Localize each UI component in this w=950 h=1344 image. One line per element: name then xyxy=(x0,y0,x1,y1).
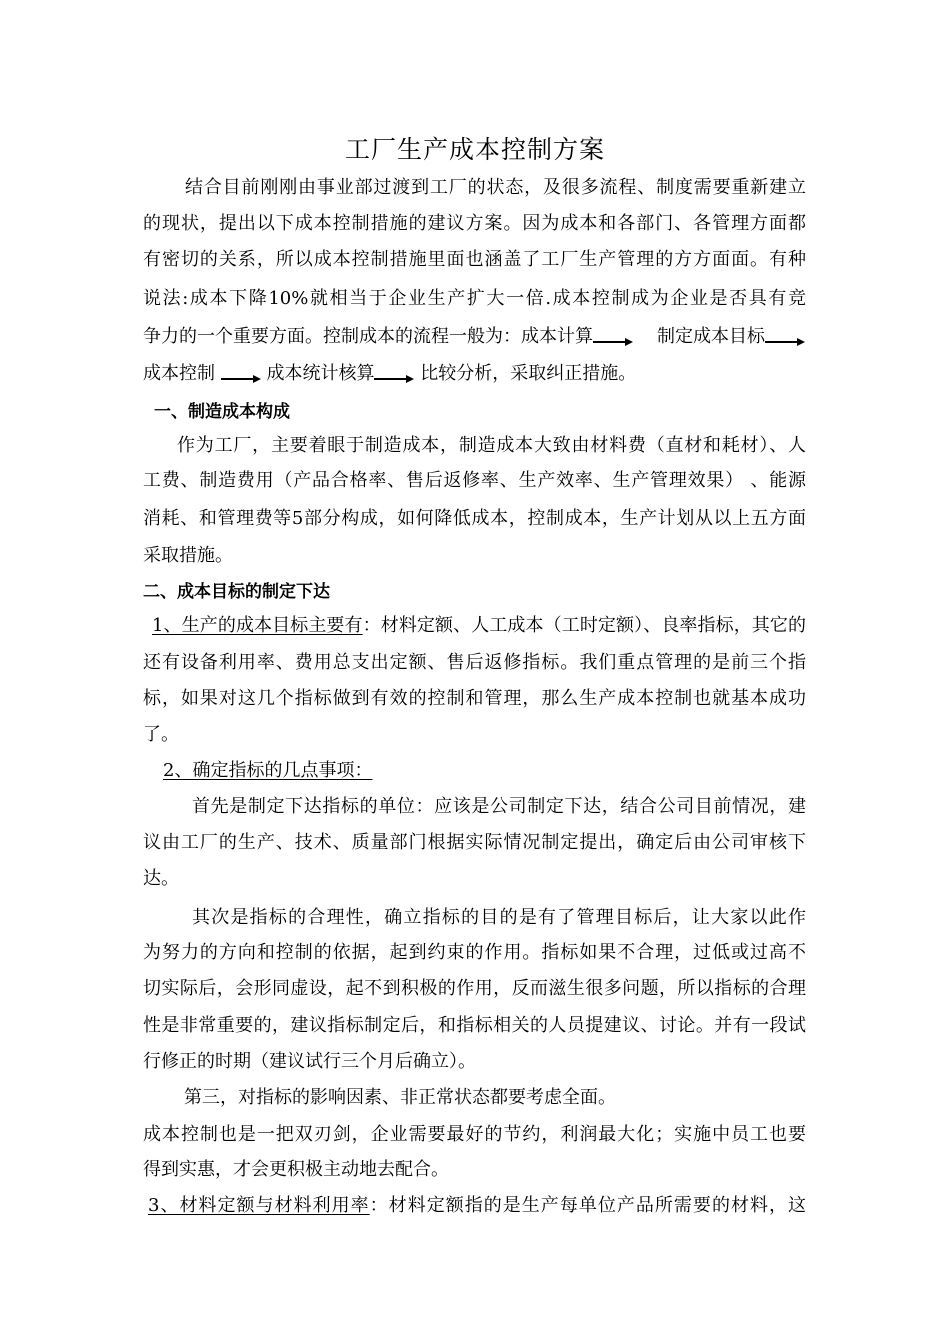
item1-line-3: 标，如果对这几个指标做到有效的控制和管理，那么生产成本控制也就基本成功 xyxy=(143,688,806,709)
flow-step-analysis: 比较分析，采取纠正措施。 xyxy=(420,363,637,384)
item1-line-2: 还有设备利用率、费用总支出定额、售后返修指标。我们重点管理的是前三个指 xyxy=(143,652,806,673)
item2-label: 2、确定指标的几点事项： xyxy=(163,760,373,781)
flow-arrow-icon xyxy=(593,334,633,346)
item3-label: 3、材料定额与材料利用率 xyxy=(148,1195,370,1216)
para2-line-5: 行修正的时期（建议试行三个月后确立）。 xyxy=(143,1051,476,1072)
flow-step-set-target: 制定成本目标 xyxy=(657,326,765,347)
item1-label: 1、生产的成本目标主要有 xyxy=(152,615,363,636)
flow-step-cost-calculation: 争力的一个重要方面。控制成本的流程一般为：成本计算 xyxy=(143,326,593,347)
flow-arrow-icon xyxy=(221,371,261,383)
flow-step-cost-control: 成本控制 xyxy=(143,363,215,384)
item1-line-4: 了。 xyxy=(143,724,179,745)
para2-line-2: 为努力的方向和控制的依据，起到约束的作用。指标如果不合理，过低或过高不 xyxy=(143,942,806,963)
flow-arrow-icon xyxy=(765,334,805,346)
para2-line-4: 性是非常重要的，建议指标制定后，和指标相关的人员提建议、讨论。并有一段试 xyxy=(143,1015,806,1036)
section1-line-4: 采取措施。 xyxy=(143,545,233,566)
para4-line-2: 得到实惠，才会更积极主动地去配合。 xyxy=(143,1159,449,1180)
intro-line-3: 有密切的关系，所以成本控制措施里面也涵盖了工厂生产管理的方方面面。有种 xyxy=(143,249,806,270)
flow-line xyxy=(143,361,636,387)
item1-first-line xyxy=(152,613,806,639)
flow-arrow-icon xyxy=(374,371,414,383)
section1-line-3: 消耗、和管理费等5部分构成，如何降低成本，控制成本，生产计划从以上五方面 xyxy=(143,508,806,529)
section1-heading: 一、制造成本构成 xyxy=(154,402,290,422)
document-title: 工厂生产成本控制方案 xyxy=(344,135,605,164)
section1-line-2: 工费、制造费用（产品合格率、售后返修率、生产效率、生产管理效果） 、能源 xyxy=(143,470,806,491)
item3-rest: ：材料定额指的是生产每单位产品所需要的材料，这 xyxy=(369,1195,807,1216)
para1-line-1: 首先是制定下达指标的单位：应该是公司制定下达，结合公司目前情况，建 xyxy=(192,796,806,817)
section1-line-1: 作为工厂，主要着眼于制造成本，制造成本大致由材料费（直材和耗材）、人 xyxy=(177,435,806,456)
section2-heading: 二、成本目标的制定下达 xyxy=(143,582,330,602)
para3-line: 第三，对指标的影响因素、非正常状态都要考虑全面。 xyxy=(184,1087,616,1108)
item2-heading xyxy=(143,758,392,784)
para1-line-2: 议由工厂的生产、技术、质量部门根据实际情况制定提出，确定后由公司审核下 xyxy=(143,832,806,853)
item1-rest: ：材料定额、人工成本（工时定额）、良率指标，其它的 xyxy=(362,615,807,636)
intro-line-1: 结合目前刚刚由事业部过渡到工厂的状态，及很多流程、制度需要重新建立 xyxy=(185,177,806,198)
flow-step-statistics: 成本统计核算 xyxy=(266,363,375,384)
item3-line xyxy=(148,1193,806,1219)
para2-line-3: 切实际后，会形同虚设，起不到积极的作用，反而滋生很多问题，所以指标的合理 xyxy=(143,978,806,999)
para1-line-3: 达。 xyxy=(143,868,179,889)
intro-line-4: 说法:成本下降10%就相当于企业生产扩大一倍.成本控制成为企业是否具有竞 xyxy=(143,288,806,309)
intro-line-2: 的现状，提出以下成本控制措施的建议方案。因为成本和各部门、各管理方面都 xyxy=(143,213,806,234)
para2-line-1: 其次是指标的合理性，确立指标的目的是有了管理目标后，让大家以此作 xyxy=(192,907,806,928)
para4-line-1: 成本控制也是一把双刃剑，企业需要最好的节约，利润最大化；实施中员工也要 xyxy=(143,1124,806,1145)
intro-line-5 xyxy=(143,324,805,350)
